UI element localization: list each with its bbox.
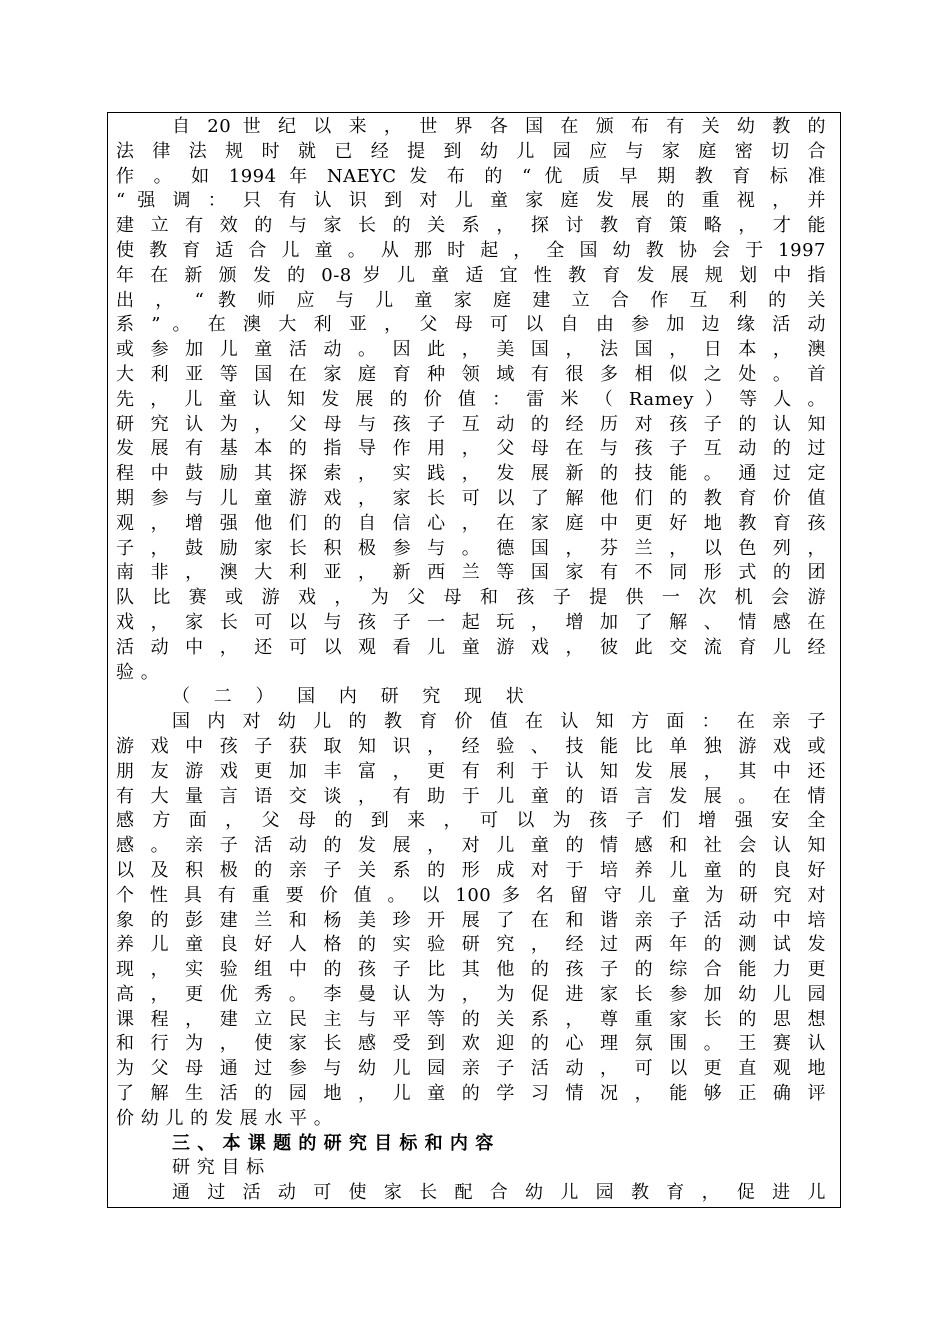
section-subheading: （ 二 ） 国 内 研 究 现 状 <box>172 686 533 708</box>
paragraph-line: 感 。 亲 子 活 动 的 发 展 ， 对 儿 童 的 情 感 和 社 会 认 知 <box>116 835 826 857</box>
paragraph-line: 养 儿 童 良 好 人 格 的 实 验 研 究 ， 经 过 两 年 的 测 试 发 <box>116 934 826 956</box>
paragraph-line: 价 幼 儿 的 发 展 水 平 。 <box>116 1107 333 1129</box>
paragraph-line: “ 强 调 ： 只 有 认 识 到 对 儿 童 家 庭 发 展 的 重 视 ， 并 <box>116 190 826 212</box>
paragraph-line: 现 ， 实 验 组 中 的 孩 子 比 其 他 的 孩 子 的 综 合 能 力 更 <box>116 959 826 981</box>
paragraph-line: 象 的 彭 建 兰 和 杨 美 珍 开 展 了 在 和 谐 亲 子 活 动 中 培 <box>116 909 826 931</box>
paragraph-line: 活 动 中 ， 还 可 以 观 看 儿 童 游 戏 ， 彼 此 交 流 育 儿 经 <box>116 636 826 658</box>
paragraph-line: 和 行 为 ， 使 家 长 感 受 到 欢 迎 的 心 理 氛 围 。 王 赛 认 <box>116 1033 826 1055</box>
paragraph-line: 个 性 具 有 重 要 价 值 。 以 100 多 名 留 守 儿 童 为 研 究 对 <box>116 884 826 906</box>
paragraph-line: 程 中 鼓 励 其 探 索 ， 实 践 ， 发 展 新 的 技 能 。 通 过 定 <box>116 463 826 485</box>
paragraph-line: 发 展 有 基 本 的 指 导 作 用 ， 父 母 在 与 孩 子 互 动 的 过 <box>116 438 826 460</box>
paragraph-line: 高 ， 更 优 秀 。 李 曼 认 为 ， 为 促 进 家 长 参 加 幼 儿 园 <box>116 983 826 1005</box>
paragraph-line: 感 方 面 ， 父 母 的 到 来 ， 可 以 为 孩 子 们 增 强 安 全 <box>116 810 826 832</box>
paragraph-line: 以 及 积 极 的 亲 子 关 系 的 形 成 对 于 培 养 儿 童 的 良 好 <box>116 859 826 881</box>
paragraph-line: 作 。 如 1994 年 NAEYC 发 布 的 “ 优 质 早 期 教 育 标 准 <box>116 165 826 187</box>
paragraph-line: 自 20 世 纪 以 来 ， 世 界 各 国 在 颁 布 有 关 幼 教 的 <box>172 116 826 137</box>
paragraph-line: 国 内 对 幼 儿 的 教 育 价 值 在 认 知 方 面 ： 在 亲 子 <box>172 711 826 733</box>
paragraph-line: 法 律 法 规 时 就 已 经 提 到 幼 儿 园 应 与 家 庭 密 切 合 <box>116 140 826 162</box>
paragraph-line: 朋 友 游 戏 更 加 丰 富 ， 更 有 利 于 认 知 发 展 ， 其 中 还 <box>116 760 826 782</box>
paragraph-line: 南 非 ， 澳 大 利 亚 ， 新 西 兰 等 国 家 有 不 同 形 式 的 团 <box>116 562 826 584</box>
paragraph-line: 出 ， “ 教 师 应 与 儿 童 家 庭 建 立 合 作 互 利 的 关 <box>116 289 826 311</box>
paragraph-line: 系 ” 。 在 澳 大 利 亚 ， 父 母 可 以 自 由 参 加 边 缘 活 动 <box>116 314 826 336</box>
paragraph-line: 或 参 加 儿 童 活 动 。 因 此 ， 美 国 ， 法 国 ， 日 本 ， 澳 <box>116 339 826 361</box>
paragraph-line: 建 立 有 效 的 与 家 长 的 关 系 ， 探 讨 教 育 策 略 ， 才 能 <box>116 215 826 237</box>
document-body <box>116 115 826 1206</box>
paragraph-line: 大 利 亚 等 国 在 家 庭 育 种 领 域 有 很 多 相 似 之 处 。 首 <box>116 363 826 385</box>
paragraph-line: 队 比 赛 或 游 戏 ， 为 父 母 和 孩 子 提 供 一 次 机 会 游 <box>116 587 826 609</box>
section-heading: 三 、 本 课 题 的 研 究 目 标 和 内 容 <box>172 1132 494 1154</box>
paragraph-line: 通 过 活 动 可 使 家 长 配 合 幼 儿 园 教 育 ， 促 进 儿 <box>172 1182 826 1204</box>
document-frame <box>107 112 841 1208</box>
paragraph-line: 研 究 认 为 ， 父 母 与 孩 子 互 动 的 经 历 对 孩 子 的 认 知 <box>116 413 826 435</box>
paragraph-line: 验 。 <box>116 661 160 683</box>
paragraph-line: 了 解 生 活 的 园 地 ， 儿 童 的 学 习 情 况 ， 能 够 正 确 评 <box>116 1083 826 1105</box>
paragraph-line: 有 大 量 言 语 交 谈 ， 有 助 于 儿 童 的 语 言 发 展 。 在 情 <box>116 785 826 807</box>
paragraph-line: 年 在 新 颁 发 的 0-8 岁 儿 童 适 宜 性 教 育 发 展 规 划 中 指 <box>116 264 826 286</box>
paragraph-line: 课 程 ， 建 立 民 主 与 平 等 的 关 系 ， 尊 重 家 长 的 思 想 <box>116 1008 826 1030</box>
paragraph-line: 为 父 母 通 过 参 与 幼 儿 园 亲 子 活 动 ， 可 以 更 直 观 地 <box>116 1058 826 1080</box>
paragraph-line: 观 ， 增 强 他 们 的 自 信 心 ， 在 家 庭 中 更 好 地 教 育 孩 <box>116 512 826 534</box>
paragraph-line: 使 教 育 适 合 儿 童 。 从 那 时 起 ， 全 国 幼 教 协 会 于 1997 <box>116 239 826 261</box>
paragraph-line: 子 ， 鼓 励 家 长 积 极 参 与 。 德 国 ， 芬 兰 ， 以 色 列 ， <box>116 537 826 559</box>
paragraph-line: 期 参 与 儿 童 游 戏 ， 家 长 可 以 了 解 他 们 的 教 育 价 值 <box>116 487 826 509</box>
subsection-heading: 研 究 目 标 <box>172 1157 265 1179</box>
paragraph-line: 游 戏 中 孩 子 获 取 知 识 ， 经 验 、 技 能 比 单 独 游 戏 或 <box>116 735 826 757</box>
paragraph-line: 先 ， 儿 童 认 知 发 展 的 价 值 ： 雷 米 （ Ramey ） 等 人 。 <box>116 388 827 410</box>
paragraph-line: 戏 ， 家 长 可 以 与 孩 子 一 起 玩 ， 增 加 了 解 、 情 感 在 <box>116 611 826 633</box>
